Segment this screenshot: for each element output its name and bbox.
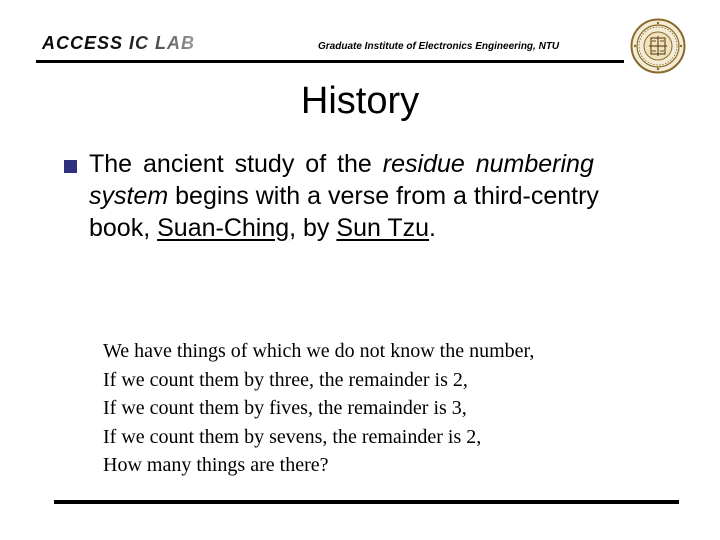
lab-title: ACCESS IC LAB [42,33,196,53]
bullet-emphasis: residue numbering [382,150,594,178]
bullet-text-part: The ancient study of the [89,150,383,178]
bullet-text-part: . [429,214,436,242]
bullet-text-part: book, [89,214,158,242]
bullet-line-2 [89,180,689,212]
bullet-text-part: , by [289,214,337,242]
verse-line: How many things are there? [103,454,329,476]
footer-divider [54,500,679,504]
bullet-emphasis: system [89,182,169,210]
square-bullet-icon [64,160,77,173]
verse-line: If we count them by fives, the remainder is 3, [103,397,467,419]
university-seal-icon [630,18,686,74]
sun-tzu-link[interactable]: Sun Tzu [336,214,430,242]
slide-title: History [300,80,420,122]
bullet-text [89,148,689,244]
verse-line: We have things of which we do not know the number, [103,340,535,362]
suan-ching-link[interactable]: Suan-Ching [157,214,290,242]
verse-line: If we count them by sevens, the remainder is 2, [103,425,482,448]
verse-block [103,337,534,480]
bullet-line-3 [89,212,689,244]
institute-name: Graduate Institute of Electronics Engineering, NTU [318,41,560,52]
header-divider [36,60,624,63]
verse-line: If we count them by three, the remainder is 2, [103,368,468,391]
bullet-text-part: begins with a verse from a third-centry [168,182,599,210]
bullet-line-1 [89,148,689,180]
